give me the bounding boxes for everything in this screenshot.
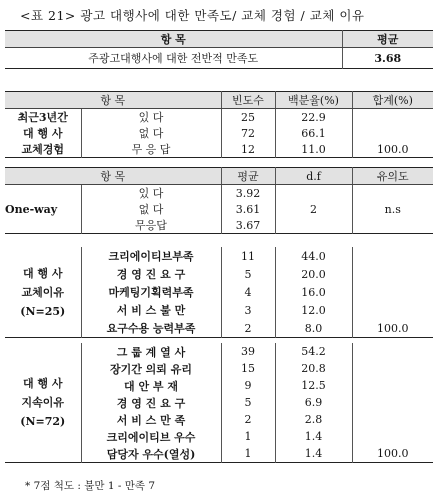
category-label-line: 대 행 사 <box>22 266 63 280</box>
df-value: 2 <box>275 185 352 234</box>
count-cell: 1 <box>221 428 275 445</box>
percent-cell: 11.0 <box>275 141 352 158</box>
total-cell <box>352 428 433 445</box>
option-label: 없 다 <box>81 201 221 217</box>
option-label: 있 다 <box>81 109 221 126</box>
count-cell: 39 <box>221 343 275 360</box>
category-label-line: 지속이유 <box>21 396 64 409</box>
count-cell: 5 <box>221 265 275 283</box>
percent-cell: 8.0 <box>275 319 352 338</box>
total-cell: 100.0 <box>377 447 409 460</box>
satisfaction-table <box>5 30 433 69</box>
category-label-line: (N=25) <box>20 304 66 318</box>
reason-label: 담당자 우수(열성) <box>81 445 221 463</box>
count-cell: 9 <box>221 377 275 394</box>
reason-label: 크리에이티브부족 <box>81 247 221 265</box>
count-cell: 1 <box>221 445 275 463</box>
table-caption: <표 21> 광고 대행사에 대한 만족도/ 교체 경험 / 교체 이유 <box>20 8 365 23</box>
significance-value: n.s <box>384 202 401 216</box>
overall-satisfaction-label: 주광고대행사에 대한 전반적 만족도 <box>5 48 342 69</box>
total-cell <box>352 411 433 428</box>
option-label: 없 다 <box>81 125 221 141</box>
header-significance: 유의도 <box>352 168 433 185</box>
percent-cell: 12.5 <box>275 377 352 394</box>
percent-cell: 44.0 <box>275 247 352 265</box>
reason-label: 서 비 스 만 족 <box>81 411 221 428</box>
footnote: * 7점 척도 : 불만 1 - 만족 7 <box>25 480 156 492</box>
total-cell: 100.0 <box>377 321 409 335</box>
count-cell: 2 <box>221 411 275 428</box>
reason-label: 마케팅기획력부족 <box>81 283 221 301</box>
category-label-line: (N=72) <box>20 415 66 428</box>
replacement-reasons-table <box>5 247 433 338</box>
header-percent: 백분율(%) <box>275 92 352 109</box>
option-label: 무응답 <box>81 217 221 234</box>
replacement-experience-table <box>5 91 433 158</box>
reason-label: 경 영 진 요 구 <box>81 394 221 411</box>
reason-label: 서 비 스 불 만 <box>81 301 221 319</box>
total-cell <box>352 377 433 394</box>
oneway-label: One-way <box>5 185 81 234</box>
percent-cell: 12.0 <box>275 301 352 319</box>
header-item: 항 목 <box>5 92 221 109</box>
total-cell <box>352 394 433 411</box>
category-label-line: 대 행 사 <box>5 125 81 141</box>
total-cell <box>352 125 433 141</box>
percent-cell: 2.8 <box>275 411 352 428</box>
header-average: 평균 <box>221 168 275 185</box>
percent-cell: 1.4 <box>275 445 352 463</box>
percent-cell: 16.0 <box>275 283 352 301</box>
total-cell <box>352 301 433 319</box>
total-cell <box>352 343 433 360</box>
count-cell: 15 <box>221 360 275 377</box>
percent-cell: 66.1 <box>275 125 352 141</box>
percent-cell: 1.4 <box>275 428 352 445</box>
continuation-category-cell <box>5 343 81 463</box>
count-cell: 2 <box>221 319 275 338</box>
frequency-cell: 72 <box>221 125 275 141</box>
frequency-cell: 12 <box>221 141 275 158</box>
header-item: 항 목 <box>5 31 342 48</box>
percent-cell: 6.9 <box>275 394 352 411</box>
count-cell: 5 <box>221 394 275 411</box>
header-total: 합계(%) <box>352 92 433 109</box>
percent-cell: 22.9 <box>275 109 352 126</box>
category-label-line: 교체이유 <box>21 285 64 299</box>
average-cell: 3.67 <box>221 217 275 234</box>
header-frequency: 빈도수 <box>221 92 275 109</box>
reason-label: 그 룹 계 열 사 <box>81 343 221 360</box>
header-average: 평균 <box>342 31 433 48</box>
oneway-table <box>5 167 433 234</box>
reason-label: 요구수용 능력부족 <box>81 319 221 338</box>
reason-label: 크리에이티브 우수 <box>81 428 221 445</box>
percent-cell: 20.8 <box>275 360 352 377</box>
header-df: d.f <box>275 168 352 185</box>
average-cell: 3.92 <box>221 185 275 202</box>
total-cell <box>352 283 433 301</box>
option-label: 있 다 <box>81 185 221 202</box>
average-cell: 3.61 <box>221 201 275 217</box>
category-label-line: 최근3년간 <box>5 109 81 126</box>
total-cell: 100.0 <box>377 142 409 156</box>
reason-label: 장기간 의뢰 유리 <box>81 360 221 377</box>
total-cell <box>352 247 433 265</box>
continuation-reasons-table <box>5 343 433 463</box>
frequency-cell: 25 <box>221 109 275 126</box>
total-cell <box>352 360 433 377</box>
header-item: 항 목 <box>5 168 221 185</box>
reason-label: 대 안 부 재 <box>81 377 221 394</box>
total-cell <box>352 109 433 126</box>
total-cell <box>352 265 433 283</box>
replacement-category-cell <box>5 247 81 338</box>
percent-cell: 54.2 <box>275 343 352 360</box>
count-cell: 11 <box>221 247 275 265</box>
percent-cell: 20.0 <box>275 265 352 283</box>
option-label: 무 응 답 <box>81 141 221 158</box>
reason-label: 경 영 진 요 구 <box>81 265 221 283</box>
count-cell: 3 <box>221 301 275 319</box>
overall-satisfaction-value: 3.68 <box>374 51 402 65</box>
category-label-line: 대 행 사 <box>22 377 63 390</box>
count-cell: 4 <box>221 283 275 301</box>
category-label-line: 교체경험 <box>5 141 81 158</box>
